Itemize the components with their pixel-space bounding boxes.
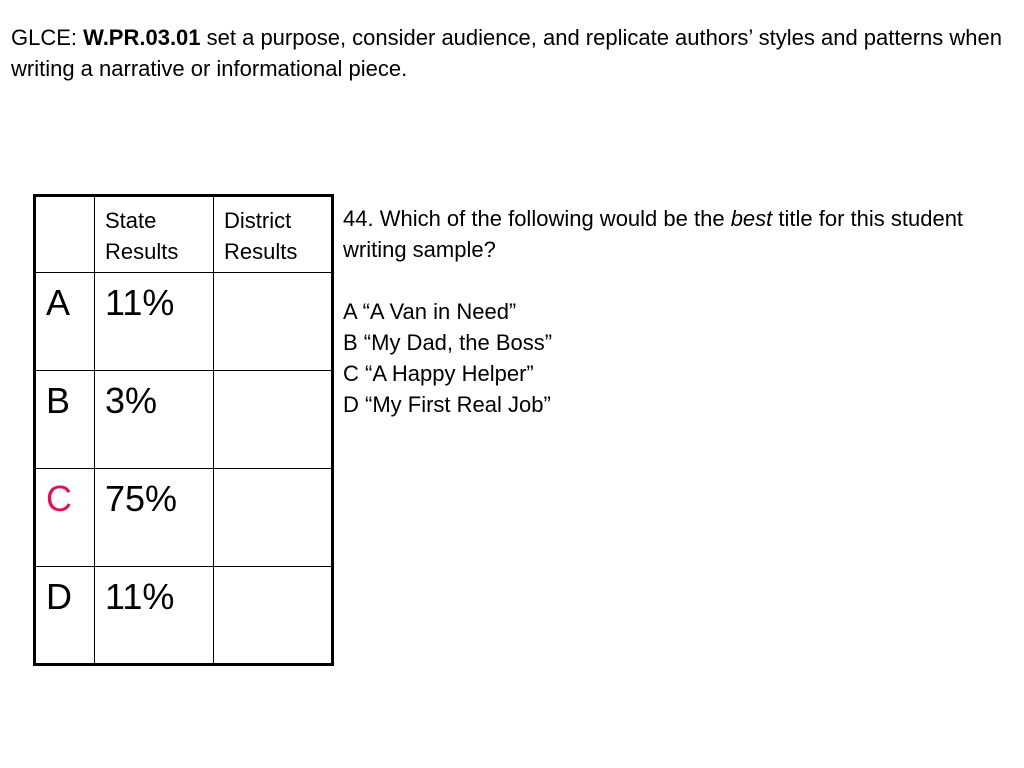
state-result-value: 11%: [95, 273, 214, 371]
table-row: [35, 371, 333, 469]
table-row: [35, 567, 333, 665]
standard-prefix: GLCE:: [11, 25, 84, 50]
question-stem-after: title for this student writing sample?: [343, 206, 964, 262]
answer-option-a: A “A Van in Need”: [343, 299, 517, 324]
row-letter-correct: C: [35, 469, 95, 567]
table-corner-cell: [35, 196, 95, 273]
question-stem-before: 44. Which of the following would be the: [343, 206, 731, 231]
row-letter: B: [35, 371, 95, 469]
district-result-value: [214, 469, 333, 567]
district-result-value: [214, 273, 333, 371]
row-letter: A: [35, 273, 95, 371]
table-header-row: [35, 196, 333, 273]
state-header-line2: Results: [105, 239, 179, 264]
state-result-value: 75%: [95, 469, 214, 567]
spacer: [343, 265, 1013, 296]
table-row: [35, 469, 333, 567]
state-header-line1: State: [105, 208, 157, 233]
question-stem-emphasis: best: [730, 206, 773, 231]
state-result-value: 3%: [95, 371, 214, 469]
state-results-header: [95, 196, 214, 273]
district-header-line2: Results: [224, 239, 298, 264]
standard-code: W.PR.03.01: [83, 25, 201, 50]
results-table: [33, 194, 334, 666]
district-result-value: [214, 371, 333, 469]
district-header-line1: District: [224, 208, 292, 233]
standard-text: set a purpose, consider audience, and replicate authors’ styles and patterns when writing a narrative or informational piece.: [11, 25, 1002, 81]
answer-option-d: D “My First Real Job”: [343, 392, 551, 417]
table-row: [35, 273, 333, 371]
row-letter: D: [35, 567, 95, 665]
district-result-value: [214, 567, 333, 665]
answer-option-b: B “My Dad, the Boss”: [343, 330, 553, 355]
standard-description: [11, 22, 1011, 84]
state-result-value: 11%: [95, 567, 214, 665]
answer-option-c: C “A Happy Helper”: [343, 361, 534, 386]
district-results-header: [214, 196, 333, 273]
question-stem: [343, 203, 1013, 265]
question-block: [343, 203, 1013, 420]
